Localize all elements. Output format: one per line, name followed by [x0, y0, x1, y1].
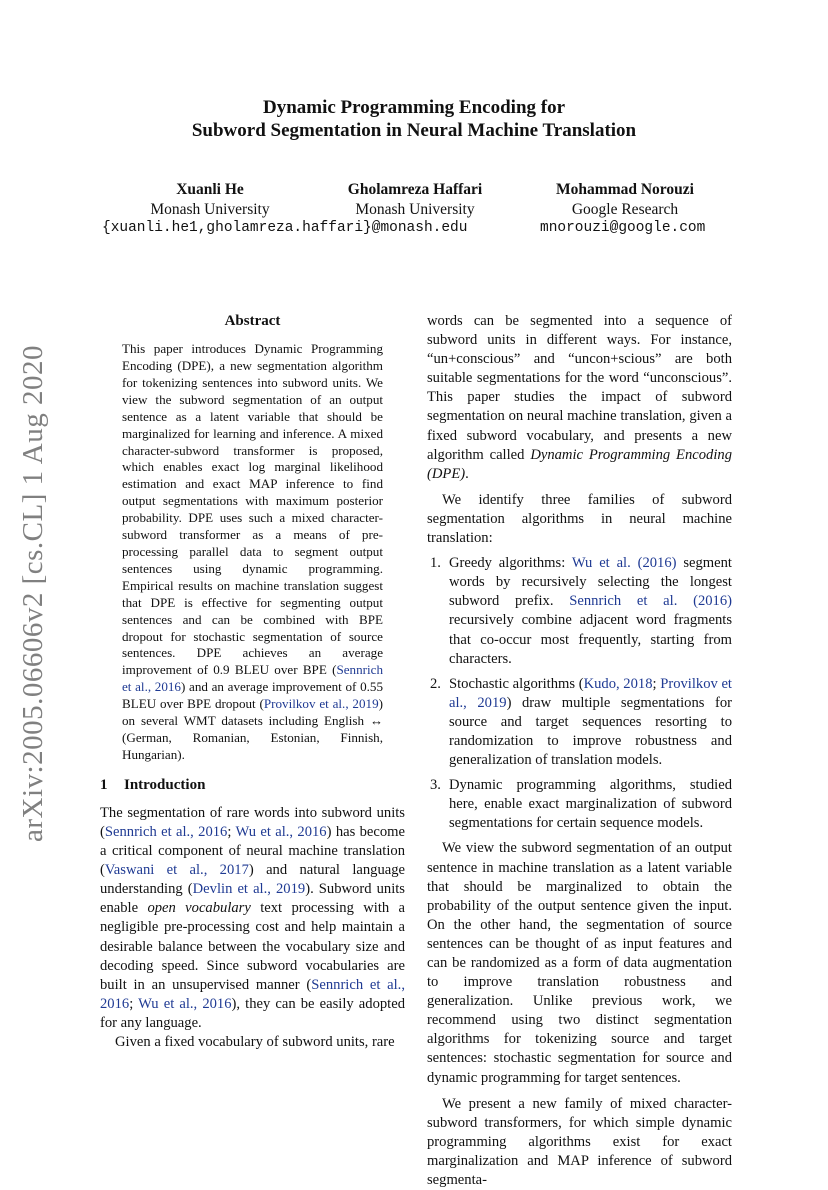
abstract-text	[122, 341, 383, 764]
list-number: 2.	[430, 675, 441, 692]
intro-paragraph-5: We present a new family of mixed character-subword transformers, for which simple dynamic programming algorithms exist for exact marginalization and MAP inference of subword segmenta-	[427, 1095, 732, 1189]
author-affiliation: Monash University	[355, 201, 475, 218]
list-item	[427, 675, 732, 770]
author-affiliation: Monash University	[150, 201, 270, 218]
text: Greedy algorithms:	[449, 555, 572, 572]
right-column	[427, 312, 732, 1190]
text: segment words by recursively selecting the longest subword prefix.	[449, 555, 732, 610]
intro-paragraph-2: Given a fixed vocabulary of subword units, rare	[115, 1033, 395, 1050]
list-item	[427, 554, 732, 669]
author-name: Gholamreza Haffari	[347, 181, 483, 198]
list-number: 1.	[430, 555, 441, 572]
citation-link[interactable]: Devlin et al., 2019	[192, 881, 306, 898]
arxiv-stamp: arXiv:2005.06606v2 [cs.CL] 1 Aug 2020	[17, 345, 49, 842]
author-name: Mohammad Norouzi	[556, 181, 694, 198]
citation-link[interactable]: Wu et al., 2016	[235, 823, 327, 840]
citation-link[interactable]: Sennrich et al., 2016	[122, 662, 383, 695]
citation-link[interactable]: Provilkov et al., 2019	[263, 696, 379, 712]
title-line-1: Dynamic Programming Encoding for	[262, 97, 566, 118]
list-item	[427, 776, 732, 833]
author-block-2	[330, 180, 500, 220]
text: ) has become a critical component of neural machine translation (	[100, 823, 405, 879]
abstract-heading: Abstract	[224, 313, 281, 329]
citation-link[interactable]: Provilkov et al., 2019	[449, 675, 732, 711]
citation-link[interactable]: Sennrich et al., 2016	[100, 976, 405, 1012]
author-affiliation: Google Research	[571, 201, 679, 218]
author-block-1	[140, 180, 280, 220]
text: Stochastic algorithms (	[449, 675, 584, 692]
intro-paragraph-2-continued: words can be segmented into a sequence of subword units in different ways. For instance, “un+conscious” and “uncon+scious” are both suitable segmentations for the word “unconscious”. This paper studies the impact of subword segmentation on neural machine translation, given a fixed subword vocabulary, and presents a new algorithm called Dynamic Programming Encoding (DPE).	[427, 313, 732, 482]
citation-link[interactable]: Sennrich et al., 2016	[104, 823, 228, 840]
title-line-2: Subword Segmentation in Neural Machine Translation	[191, 120, 637, 141]
algorithm-families-list	[427, 554, 732, 833]
citation-link[interactable]: Wu et al., 2016	[138, 995, 232, 1012]
text: ;	[227, 823, 236, 840]
email-google: mnorouzi@google.com	[540, 220, 706, 236]
text: The segmentation of rare words into subword units (	[100, 804, 405, 840]
text: ) draw multiple segmentations for source and target sequences resorting to randomization to improve robustness and generalization of translation models.	[449, 694, 732, 769]
intro-paragraph-1	[100, 804, 405, 1033]
text: recursively combine adjacent word fragments that co-occur most frequently, starting from characters.	[449, 612, 732, 667]
text: ;	[652, 675, 661, 692]
email-monash: {xuanli.he1,gholamreza.haffari}@monash.edu	[102, 220, 468, 236]
section-number: 1	[100, 776, 108, 793]
abstract-text-part: ) on several WMT datasets including English ↔ (German, Romanian, Estonian, Finnish, Hungarian).	[122, 696, 383, 762]
intro-paragraph-4: We view the subword segmentation of an output sentence in machine translation as a latent variable that should be marginalized to obtain the probability of the output sentence given the input. On the other hand, the segmentation of source sentences can be thought of as input features and can be randomized as a form of data augmentation to improve translation robustness and generalization. Unlike previous work, we recommend using two distinct segmentation algorithms for tokenizing source and target sentences: stochastic segmentation for source and dynamic programming for target sentences.	[427, 840, 732, 1086]
text: ), they can be easily adopted for any language.	[100, 995, 406, 1031]
citation-link[interactable]: Vaswani et al., 2017	[104, 862, 249, 879]
section-title: Introduction	[124, 776, 206, 793]
text: text processing with a negligible pre-processing cost and help maintain a desirable balance between the vocabulary size and decoding speed. Since subword vocabularies are built in an unsupervised manner (	[100, 900, 406, 993]
emphasis: open vocabulary	[147, 900, 251, 917]
citation-link[interactable]: Kudo, 2018	[583, 675, 653, 692]
paper-title	[0, 96, 828, 142]
author-block-3	[540, 180, 710, 220]
text: ) and natural language understanding (	[100, 862, 405, 898]
section-heading	[100, 776, 405, 795]
citation-link[interactable]: Sennrich et al. (2016)	[569, 593, 732, 610]
text: ). Subword units enable	[100, 881, 405, 917]
intro-paragraph-3: We identify three families of subword segmentation algorithms in neural machine translation:	[427, 491, 732, 547]
citation-link[interactable]: Wu et al. (2016)	[571, 555, 677, 572]
abstract-text-part: ) and an average improvement of 0.55 BLEU over BPE dropout (	[122, 679, 383, 712]
text: Dynamic programming algorithms, studied here, enable exact marginalization of subword segmentations for certain sequence models.	[449, 777, 732, 832]
list-number: 3.	[430, 777, 441, 794]
left-column	[100, 312, 405, 1052]
emphasis: Dynamic Programming Encoding (DPE)	[427, 446, 732, 482]
author-name: Xuanli He	[176, 181, 244, 198]
abstract-text-part: This paper introduces Dynamic Programming Encoding (DPE), a new segmentation algorithm for tokenizing sentences into subword units. We view the subword segmentation of an output sentence as a latent variable that should be marginalized for learning and inference. A mixed character-subword transformer is proposed, which enables exact log marginal likelihood estimation and exact MAP inference to find output segmentations with maximum posterior probability. DPE uses such a mixed character-subword transformer as a means of pre-processing parallel data to segment output sentences using dynamic programming. Empirical results on machine translation suggest that DPE is effective for segmenting output sentences and can be combined with BPE dropout for stochastic segmentation of source sentences. DPE achieves an average improvement of 0.9 BLEU over BPE (	[122, 341, 383, 678]
text: ;	[129, 995, 139, 1012]
